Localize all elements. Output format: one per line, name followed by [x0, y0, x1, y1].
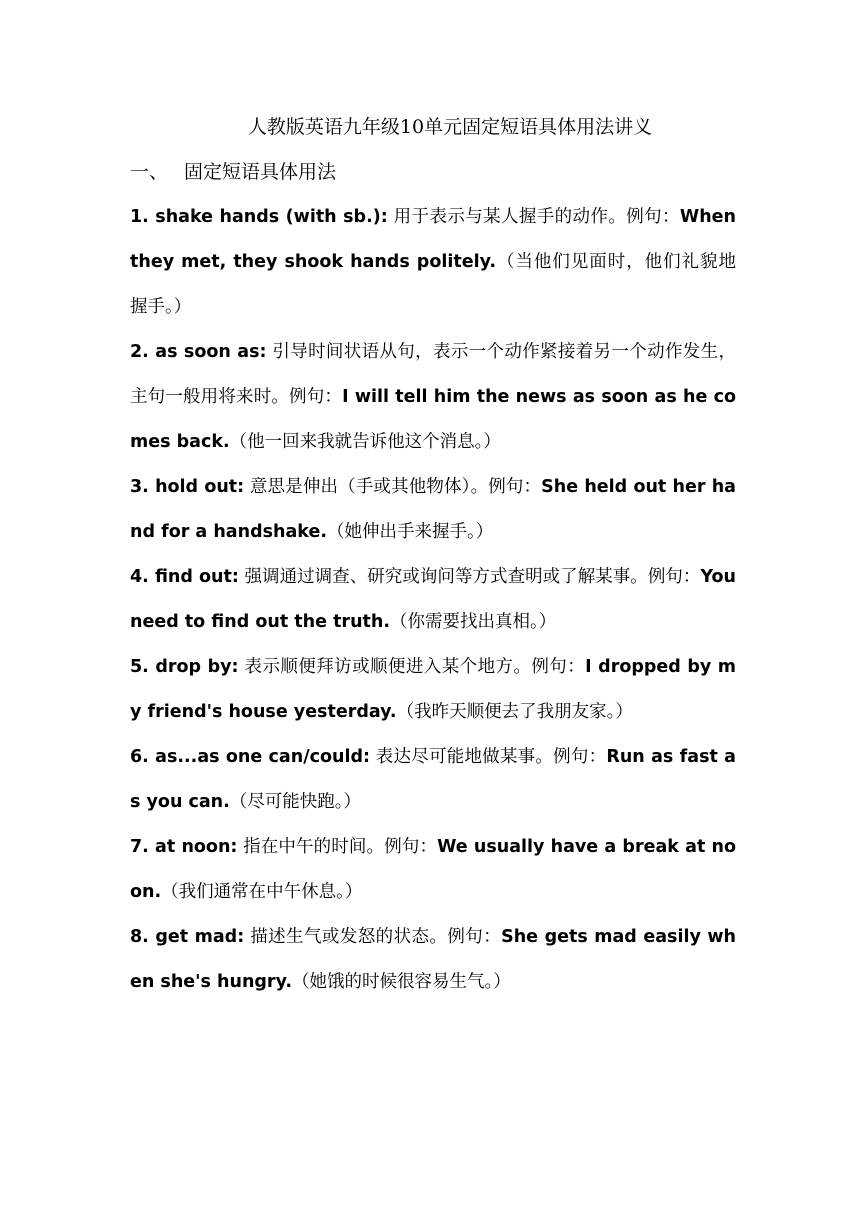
- example-translation: （她饿的时候很容易生气。）: [292, 972, 511, 992]
- example-english: I dropped by my friend's house yesterday.: [130, 657, 737, 722]
- example-translation: （当他们见面时，他们礼貌地握手。）: [130, 252, 736, 317]
- example-english: Run as fast as you can.: [130, 747, 736, 812]
- phrase-entry: [130, 915, 736, 1005]
- phrase-entry: [130, 645, 736, 735]
- section-heading-text: 固定短语具体用法: [184, 161, 337, 183]
- phrase-term: 7. at noon:: [130, 837, 238, 857]
- example-label: 例句：: [289, 387, 343, 407]
- phrase-description: 引导时间状语从句，表示一个动作紧接着另一个动作发生，主句一般用将来时。: [130, 342, 736, 407]
- example-english: We usually have a break at noon.: [130, 837, 737, 902]
- phrase-entry: [130, 195, 736, 330]
- phrase-entry: [130, 465, 736, 555]
- section-number: 一、: [130, 161, 169, 183]
- phrase-entry: [130, 330, 736, 465]
- example-translation: （你需要找出真相。）: [390, 612, 557, 632]
- example-english: She held out her hand for a handshake.: [130, 477, 736, 542]
- phrase-term: 6. as...as one can/could:: [130, 747, 370, 767]
- example-label: 例句：: [531, 657, 586, 677]
- phrase-description: 意思是伸出（手或其他物体）。: [249, 477, 489, 497]
- example-translation: （我昨天顺便去了我朋友家。）: [396, 702, 633, 722]
- example-label: 例句：: [384, 837, 438, 857]
- phrase-list: [130, 195, 736, 1005]
- phrase-term: 8. get mad:: [130, 927, 245, 947]
- example-label: 例句：: [447, 927, 502, 947]
- phrase-description: 表达尽可能地做某事。: [375, 747, 554, 767]
- section-heading: [130, 157, 336, 187]
- example-label: 例句：: [553, 747, 607, 767]
- phrase-entry: [130, 825, 736, 915]
- example-label: 例句：: [626, 207, 680, 227]
- document-title: 人教版英语九年级10单元固定短语具体用法讲义: [247, 116, 653, 138]
- example-label: 例句：: [647, 567, 701, 587]
- phrase-entry: [130, 735, 736, 825]
- example-translation: （尽可能快跑。）: [229, 792, 362, 812]
- example-translation: （她伸出手来握手。）: [326, 522, 494, 542]
- example-english: You need to find out the truth.: [130, 567, 737, 632]
- example-translation: （我们通常在中午休息。）: [161, 882, 363, 902]
- phrase-description: 强调通过调查、研究或询问等方式查明或了解某事。: [244, 567, 648, 587]
- example-english: She gets mad easily when she's hungry.: [130, 927, 736, 992]
- phrase-description: 描述生气或发怒的状态。: [250, 927, 448, 947]
- phrase-term: 2. as soon as:: [130, 342, 267, 362]
- phrase-term: 4. find out:: [130, 567, 239, 587]
- phrase-description: 用于表示与某人握手的动作。: [393, 207, 627, 227]
- phrase-term: 3. hold out:: [130, 477, 245, 497]
- example-translation: （他一回来我就告诉他这个消息。）: [229, 432, 501, 452]
- example-english: I will tell him the news as soon as he comes back.: [130, 387, 736, 452]
- phrase-description: 指在中午的时间。: [243, 837, 385, 857]
- example-english: When they met, they shook hands politely.: [130, 207, 736, 272]
- phrase-description: 表示顺便拜访或顺便进入某个地方。: [244, 657, 532, 677]
- phrase-entry: [130, 555, 736, 645]
- phrase-term: 1. shake hands (with sb.):: [130, 207, 388, 227]
- phrase-term: 5. drop by:: [130, 657, 239, 677]
- example-label: 例句：: [488, 477, 542, 497]
